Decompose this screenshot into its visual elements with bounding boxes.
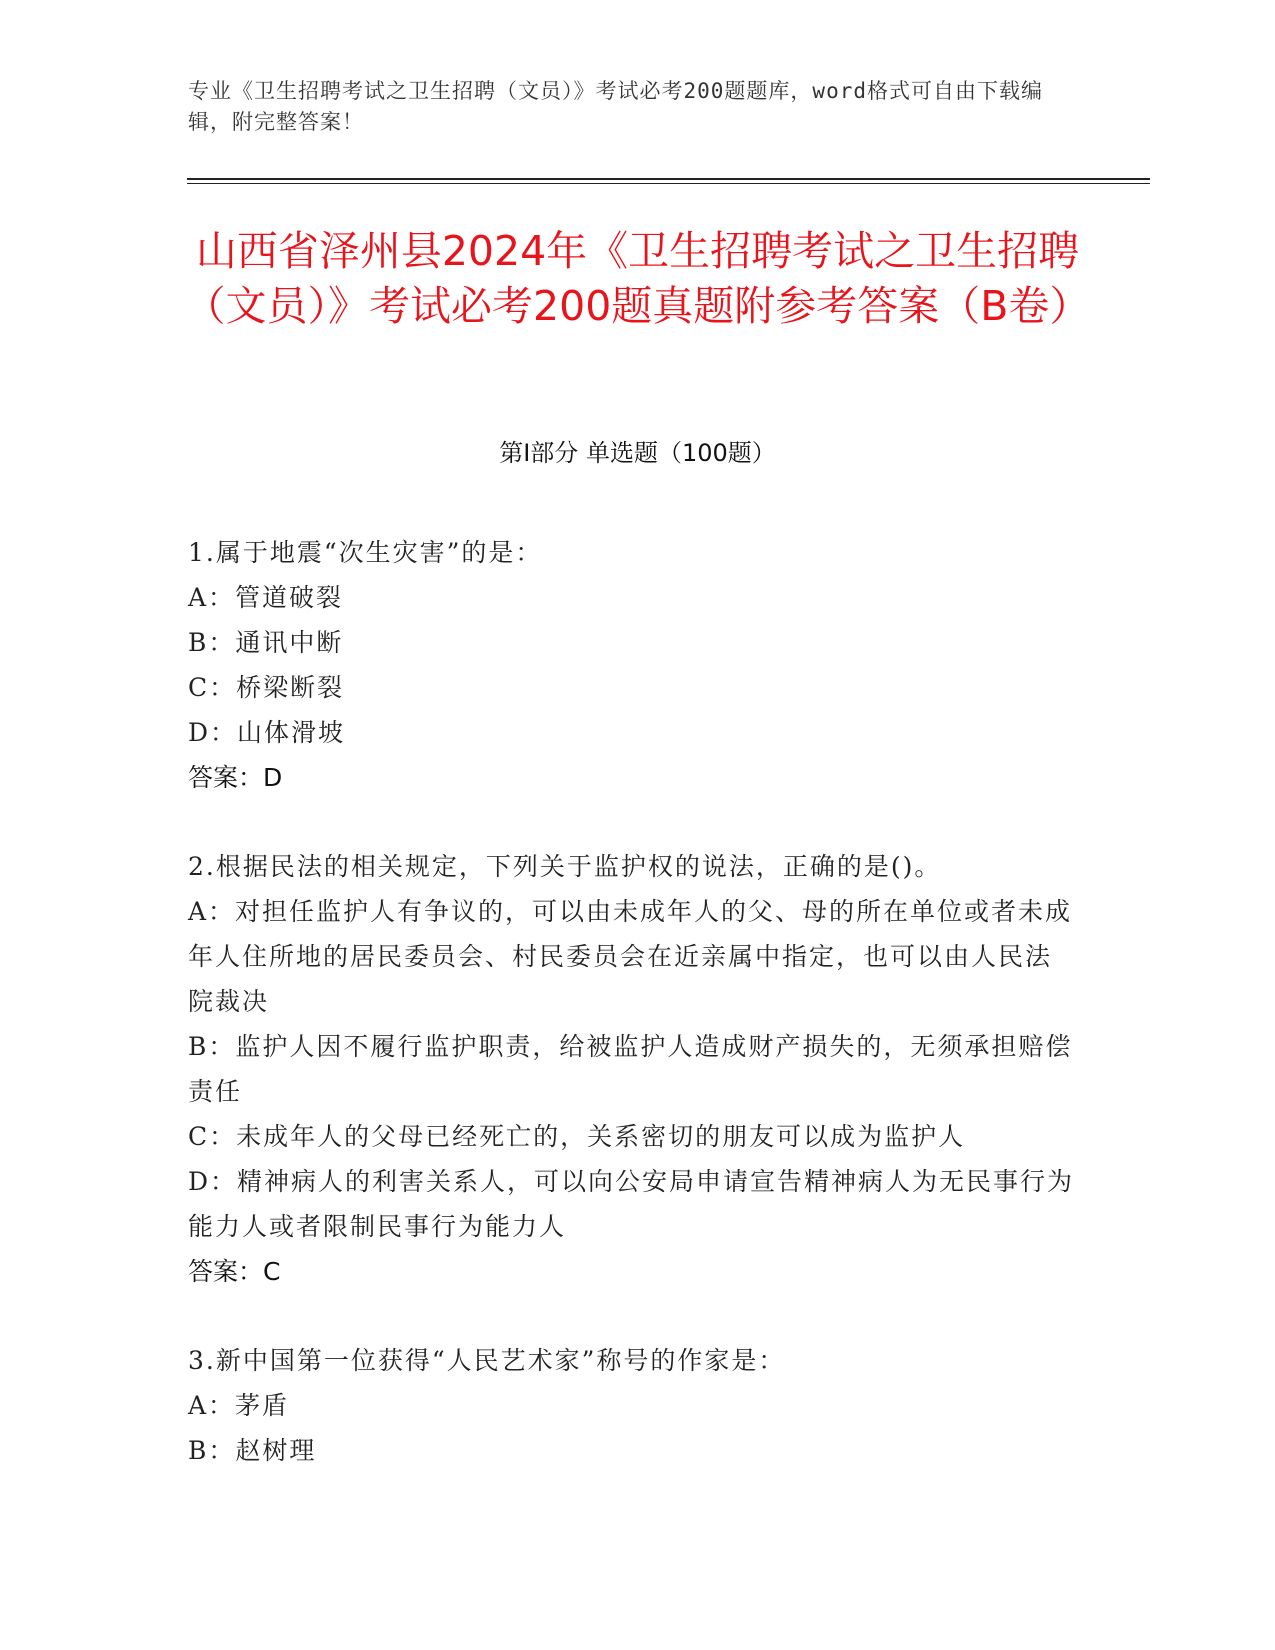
question-stem: 1.属于地震“次生灾害”的是： bbox=[188, 538, 543, 567]
question-item bbox=[188, 1338, 1078, 1473]
option-d: D：精神病人的利害关系人，可以向公安局申请宣告精神病人为无民事行为能力人或者限制民事行为能力人 bbox=[188, 1167, 1075, 1241]
question-stem: 3.新中国第一位获得“人民艺术家”称号的作家是： bbox=[188, 1346, 786, 1375]
option-b: B：赵树理 bbox=[188, 1436, 317, 1465]
question-stem: 2.根据民法的相关规定，下列关于监护权的说法，正确的是()。 bbox=[188, 852, 942, 881]
document-title: 山西省泽州县2024年《卫生招聘考试之卫生招聘（文员）》考试必考200题真题附参考答案（B卷） bbox=[184, 227, 1091, 330]
answer-line: 答案：D bbox=[188, 763, 283, 792]
option-c: C：桥梁断裂 bbox=[188, 673, 345, 702]
option-b: B：监护人因不履行监护职责，给被监护人造成财产损失的，无须承担赔偿责任 bbox=[188, 1032, 1073, 1106]
option-c: C：未成年人的父母已经死亡的，关系密切的朋友可以成为监护人 bbox=[188, 1122, 966, 1151]
question-item bbox=[188, 844, 1078, 1294]
header-note: 专业《卫生招聘考试之卫生招聘（文员）》考试必考200题题库，word格式可自由下载编辑，附完整答案！ bbox=[188, 79, 1043, 134]
question-item bbox=[188, 530, 1078, 800]
option-a: A：对担任监护人有争议的，可以由未成年人的父、母的所在单位或者未成年人住所地的居民委员会、村民委员会在近亲属中指定，也可以由人民法院裁决 bbox=[188, 897, 1073, 1016]
option-d: D：山体滑坡 bbox=[188, 718, 346, 747]
option-b: B：通讯中断 bbox=[188, 628, 344, 657]
answer-line: 答案：C bbox=[188, 1257, 281, 1286]
question-list bbox=[188, 530, 1078, 1517]
header-divider-thin bbox=[187, 183, 1150, 184]
option-a: A：茅盾 bbox=[188, 1391, 290, 1420]
header-divider-thick bbox=[187, 178, 1150, 180]
section-title: 第Ⅰ部分 单选题（100题） bbox=[499, 439, 776, 467]
option-a: A：管道破裂 bbox=[188, 583, 344, 612]
